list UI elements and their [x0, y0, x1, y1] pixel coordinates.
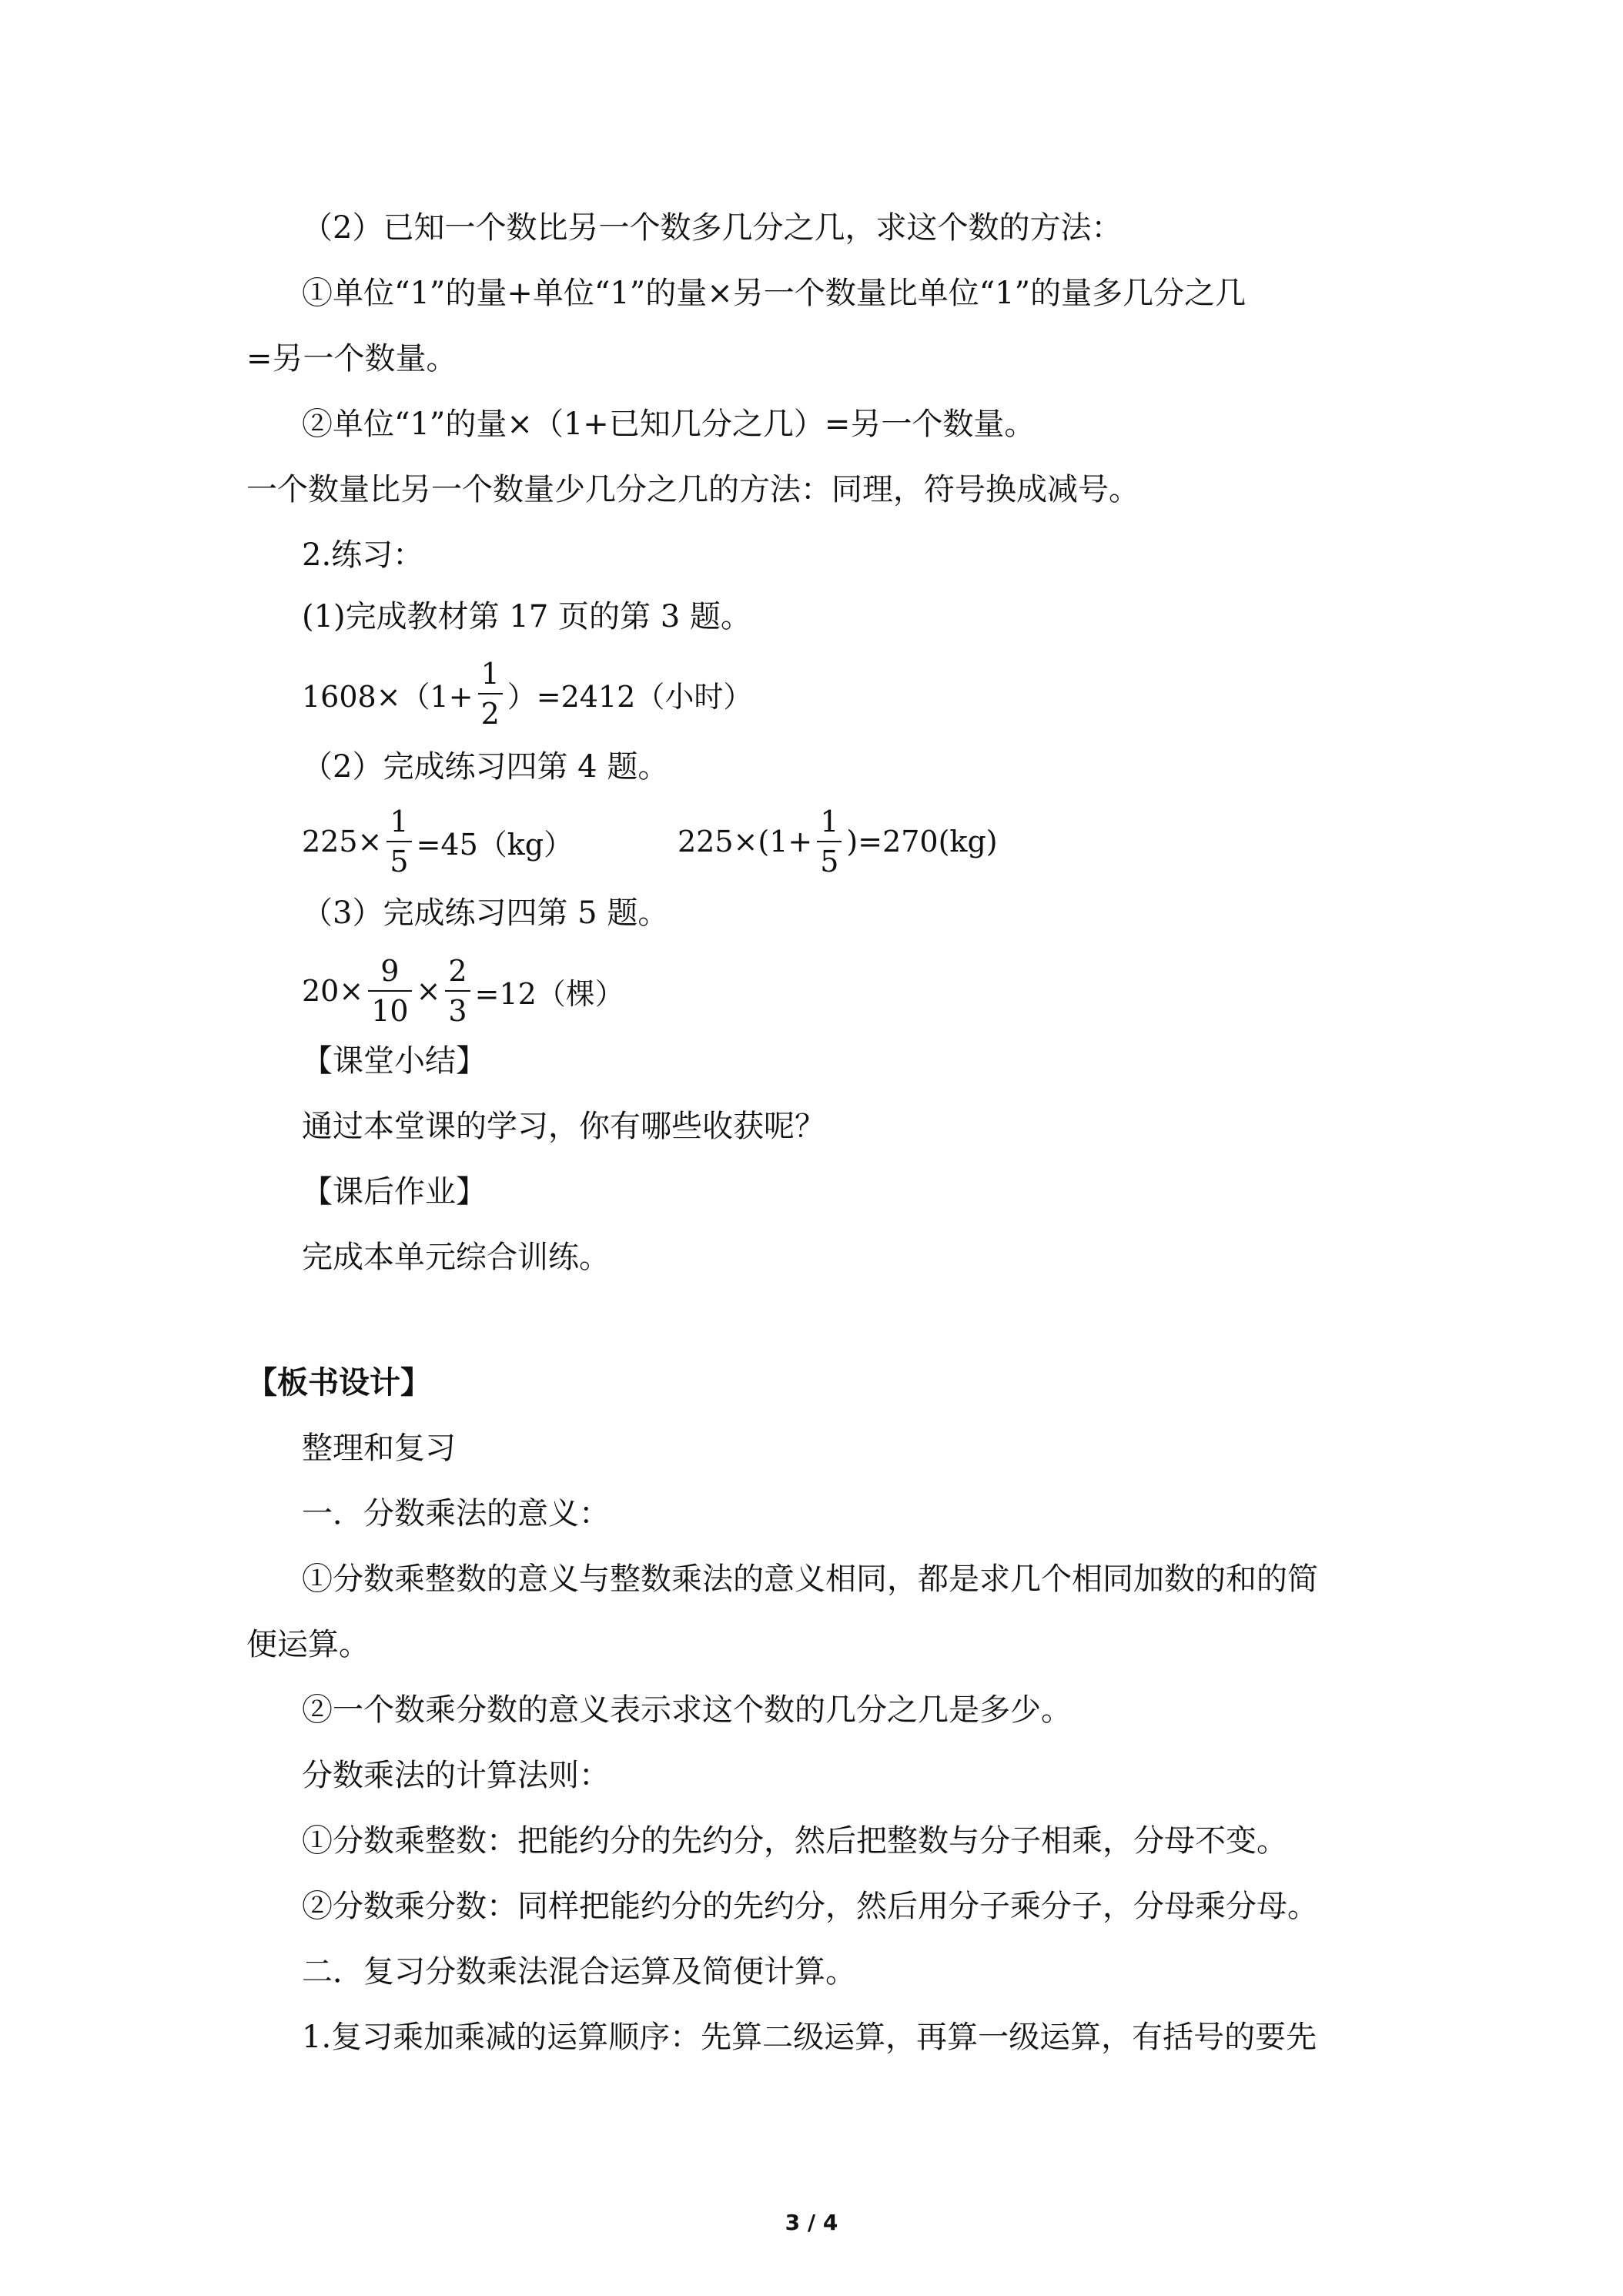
paragraph: 通过本堂课的学习，你有哪些收获呢？ [302, 1109, 825, 1144]
paragraph: 一．分数乘法的意义： [302, 1496, 610, 1531]
equation-3: 20× $\frac{9}{10}$ × $\frac{2}{3}$ =12（棵） [302, 954, 624, 1028]
section-heading: 【板书设计】 [246, 1365, 431, 1401]
paragraph: 二．复习分数乘法混合运算及简便计算。 [302, 1954, 856, 1990]
paragraph: （3）完成练习四第 5 题。 [302, 895, 669, 931]
paragraph: ②分数乘分数：同样把能约分的先约分，然后用分子乘分子，分母乘分母。 [302, 1889, 1318, 1924]
paragraph: 2.练习： [302, 537, 424, 573]
page-number: 3 / 4 [785, 2210, 838, 2235]
paragraph: 完成本单元综合训练。 [302, 1240, 610, 1275]
paragraph: 1.复习乘加乘减的运算顺序：先算二级运算，再算一级运算，有括号的要先 [302, 2020, 1317, 2055]
equation-2a: 225× $\frac{1}{5}$ =45（kg） [302, 805, 574, 879]
section-label: 【课堂小结】 [302, 1043, 487, 1079]
paragraph: =另一个数量。 [246, 341, 457, 377]
paragraph: 整理和复习 [302, 1431, 456, 1466]
paragraph: ①分数乘整数的意义与整数乘法的意义相同，都是求几个相同加数的和的简 [302, 1561, 1318, 1597]
paragraph: 一个数量比另一个数量少几分之几的方法：同理，符号换成减号。 [246, 472, 1139, 507]
equation-2b: 225×(1+ $\frac{1}{5}$ )=270(kg) [678, 805, 998, 879]
paragraph: 便运算。 [246, 1627, 370, 1662]
section-label: 【课后作业】 [302, 1174, 487, 1210]
paragraph: ①单位“1”的量+单位“1”的量×另一个数量比单位“1”的量多几分之几 [302, 276, 1247, 311]
paragraph: （2）已知一个数比另一个数多几分之几，求这个数的方法： [302, 210, 1123, 246]
paragraph: (1)完成教材第 17 页的第 3 题。 [302, 599, 751, 634]
paragraph: （2）完成练习四第 4 题。 [302, 749, 669, 785]
paragraph: ②一个数乘分数的意义表示求这个数的几分之几是多少。 [302, 1692, 1072, 1728]
paragraph: ①分数乘整数：把能约分的先约分，然后把整数与分子相乘，分母不变。 [302, 1823, 1287, 1859]
equation-1: 1608×（1+ $\frac{1}{2}$ ）=2412（小时） [302, 657, 753, 731]
paragraph: ②单位“1”的量×（1+已知几分之几）=另一个数量。 [302, 407, 1036, 442]
paragraph: 分数乘法的计算法则： [302, 1758, 610, 1793]
